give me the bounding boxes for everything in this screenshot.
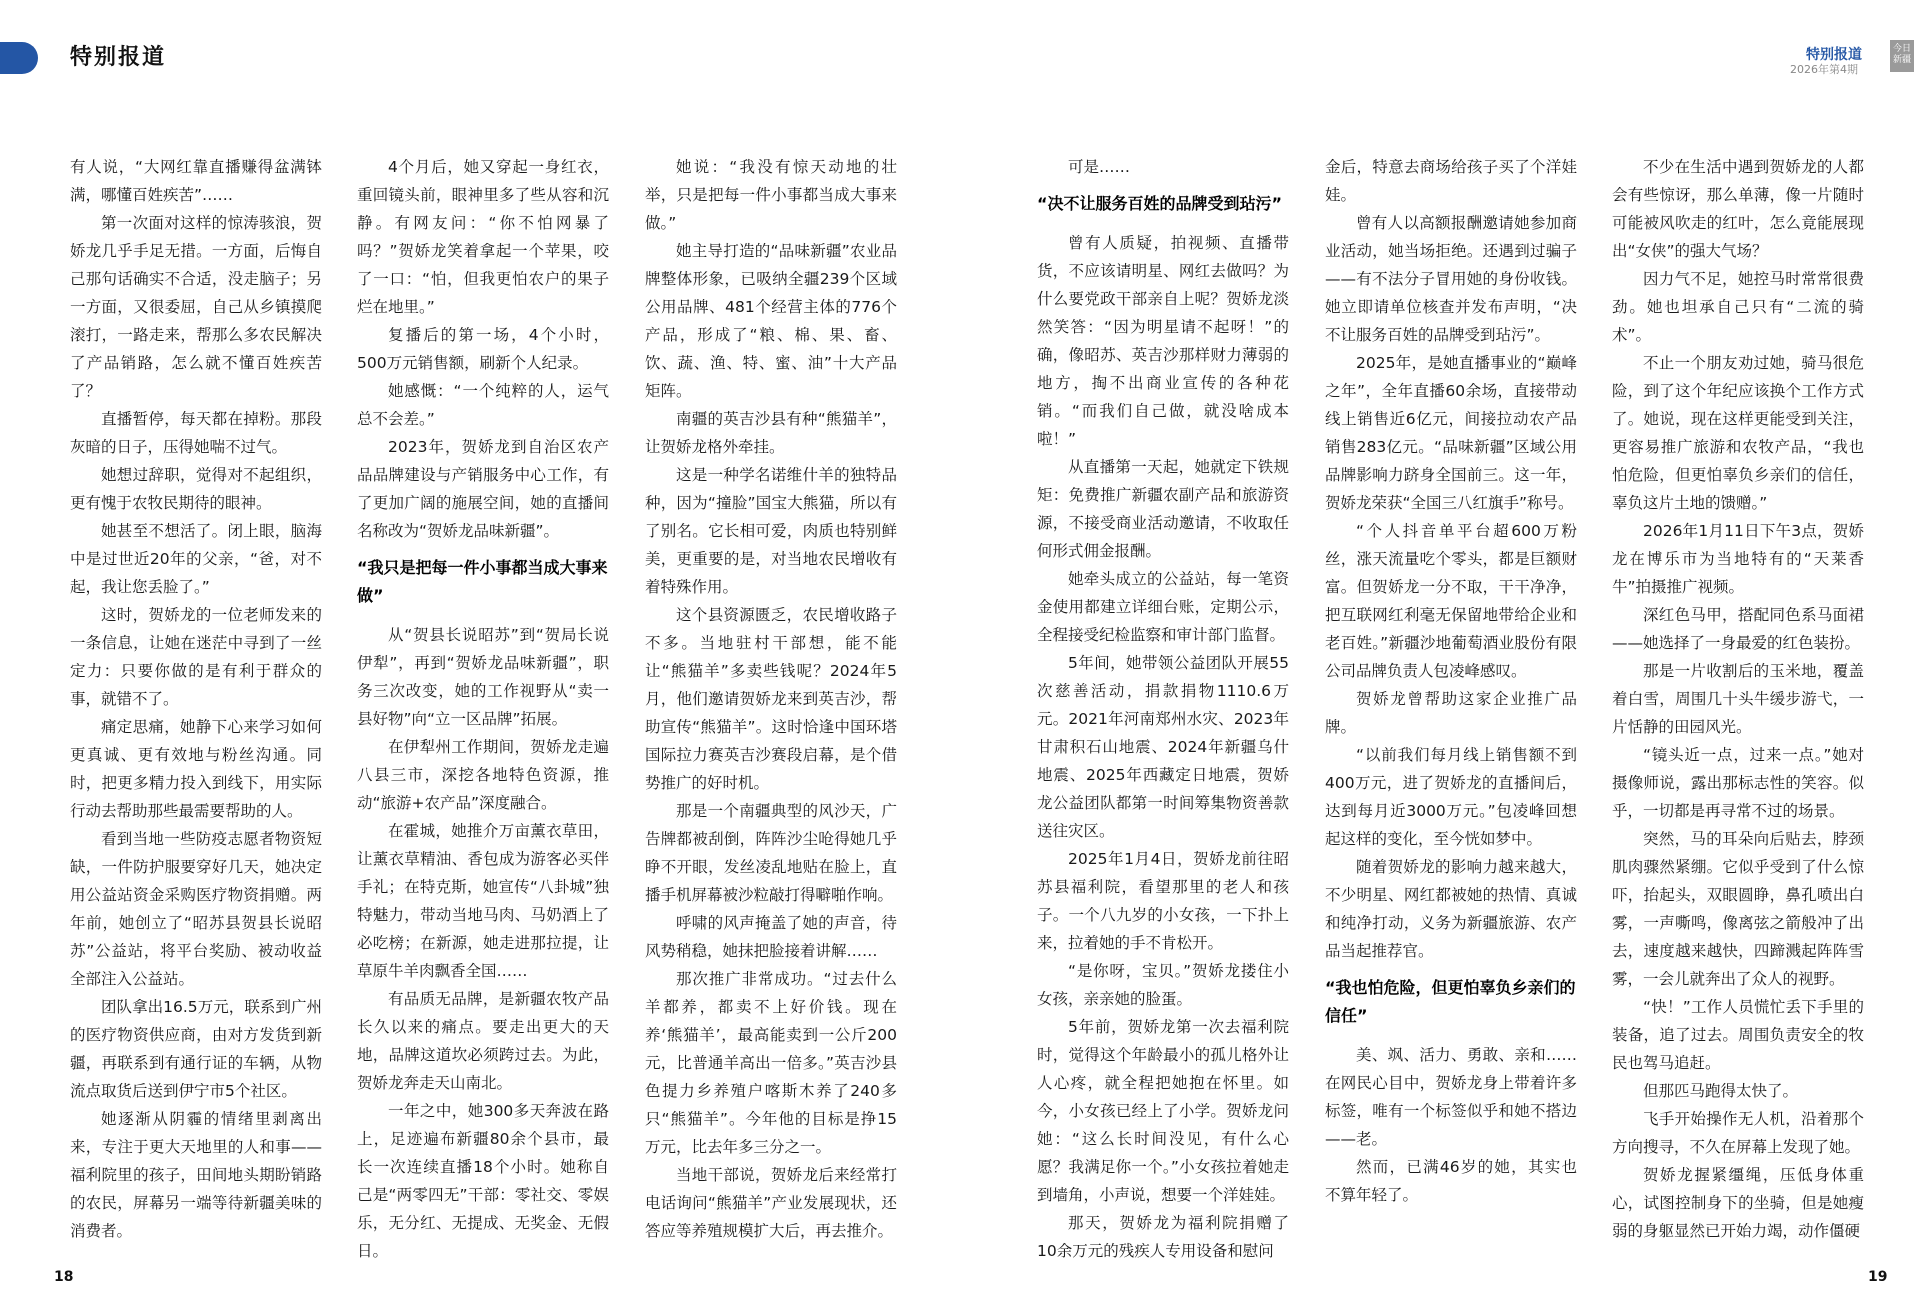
body-paragraph: 那次推广非常成功。“过去什么羊都养，都卖不上好价钱。现在养‘熊猫羊’，最高能卖到一公斤200元，比普通羊高出一倍多。”英吉沙县色提力乡养殖户喀斯木养了240多只“熊猫羊”。今年他的目标是挣15万元，比去年多三分之一。 [645, 970, 897, 1156]
body-paragraph: 2023年，贺娇龙到自治区农产品品牌建设与产销服务中心工作，有了更加广阔的施展空间，她的直播间名称改为“贺娇龙品味新疆”。 [357, 438, 609, 540]
body-paragraph: 金后，特意去商场给孩子买了个洋娃娃。 [1325, 158, 1577, 204]
body-paragraph: 有人说，“大网红靠直播赚得盆满钵满，哪懂百姓疾苦”…… [70, 158, 322, 204]
section-heading: “我也怕危险，但更怕辜负乡亲们的信任” [1325, 978, 1576, 1025]
body-paragraph: 曾有人以高额报酬邀请她参加商业活动，她当场拒绝。还遇到过骗子——有不法分子冒用她的身份收钱。她立即请单位核查并发布声明，“决不让服务百姓的品牌受到玷污”。 [1325, 214, 1577, 344]
magazine-logo-text: 今日 新疆 [1892, 44, 1911, 65]
article-column-1 [70, 153, 322, 1263]
body-paragraph: 贺娇龙曾帮助这家企业推广品牌。 [1325, 690, 1577, 736]
body-paragraph: 她甚至不想活了。闭上眼，脑海中是过世近20年的父亲，“爸，对不起，我让您丢脸了。” [70, 522, 322, 596]
body-paragraph: 呼啸的风声掩盖了她的声音，待风势稍稳，她抹把脸接着讲解…… [645, 914, 897, 960]
body-paragraph: 5年前，贺娇龙第一次去福利院时，觉得这个年龄最小的孤儿格外让人心疼，就全程把她抱在怀里。如今，小女孩已经上了小学。贺娇龙问她：“这么长时间没见，有什么心愿？我满足你一个。”小女孩拉着她走到墙角，小声说，想要一个洋娃娃。 [1037, 1018, 1289, 1204]
body-paragraph: “个人抖音单平台超600万粉丝，涨天流量吃个零头，都是巨额财富。但贺娇龙一分不取，干干净净，把互联网红利毫无保留地带给企业和老百姓。”新疆沙地葡萄酒业股份有限公司品牌负责人包凌峰感叹。 [1325, 522, 1577, 680]
body-paragraph: 这时，贺娇龙的一位老师发来的一条信息，让她在迷茫中寻到了一丝定力：只要你做的是有利于群众的事，就错不了。 [70, 606, 322, 708]
body-paragraph: 她想过辞职，觉得对不起组织，更有愧于农牧民期待的眼神。 [70, 466, 322, 512]
body-paragraph: 2025年，是她直播事业的“巅峰之年”，全年直播60余场，直接带动线上销售近6亿元，间接拉动农产品销售283亿元。“品味新疆”区域公用品牌影响力跻身全国前三。这一年，贺娇龙荣获“全国三八红旗手”称号。 [1325, 354, 1577, 512]
body-paragraph: 复播后的第一场，4个小时，500万元销售额，刷新个人纪录。 [357, 326, 609, 372]
section-heading: “决不让服务百姓的品牌受到玷污” [1037, 194, 1283, 213]
body-paragraph: 贺娇龙握紧缰绳，压低身体重心，试图控制身下的坐骑，但是她瘦弱的身躯显然已开始力竭，动作僵硬 [1612, 1166, 1864, 1240]
section-color-tab [0, 42, 38, 74]
body-paragraph: 直播暂停，每天都在掉粉。那段灰暗的日子，压得她喘不过气。 [70, 410, 322, 456]
body-paragraph: 随着贺娇龙的影响力越来越大，不少明星、网红都被她的热情、真诚和纯净打动，义务为新疆旅游、农产品当起推荐官。 [1325, 858, 1577, 960]
body-paragraph: 在霍城，她推介万亩薰衣草田，让薰衣草精油、香包成为游客必买伴手礼；在特克斯，她宣传“八卦城”独特魅力，带动当地马肉、马奶酒上了必吃榜；在新源，她走进那拉提，让草原牛羊肉飘香全国…… [357, 822, 609, 980]
body-paragraph: 她逐渐从阴霾的情绪里剥离出来，专注于更大天地里的人和事——福利院里的孩子，田间地头期盼销路的农民，屏幕另一端等待新疆美味的消费者。 [70, 1110, 322, 1240]
body-paragraph: 可是…… [1068, 158, 1131, 176]
body-paragraph: 在伊犁州工作期间，贺娇龙走遍八县三市，深挖各地特色资源，推动“旅游+农产品”深度融合。 [357, 738, 609, 812]
section-heading: “我只是把每一件小事都当成大事来做” [357, 558, 608, 605]
body-paragraph: 飞手开始操作无人机，沿着那个方向搜寻，不久在屏幕上发现了她。 [1612, 1110, 1864, 1156]
body-paragraph: 突然，马的耳朵向后贴去，脖颈肌肉骤然紧绷。它似乎受到了什么惊吓，抬起头，双眼圆睁，鼻孔喷出白雾，一声嘶鸣，像离弦之箭般冲了出去，速度越来越快，四蹄溅起阵阵雪雾，一会儿就奔出了众人的视野。 [1612, 830, 1864, 988]
body-paragraph: 一年之中，她300多天奔波在路上，足迹遍布新疆80余个县市，最长一次连续直播18个小时。她称自己是“两零四无”干部：零社交、零娱乐，无分红、无提成、无奖金、无假日。 [357, 1102, 609, 1260]
page-number-right: 19 [1868, 1269, 1888, 1285]
body-paragraph: 她感慨：“一个纯粹的人，运气总不会差。” [357, 382, 609, 428]
body-paragraph: 第一次面对这样的惊涛骇浪，贺娇龙几乎手足无措。一方面，后悔自己那句话确实不合适，没走脑子；另一方面，又很委屈，自己从乡镇摸爬滚打，一路走来，帮那么多农民解决了产品销路，怎么就不懂百姓疾苦了？ [70, 214, 322, 400]
running-header-issue: 2026年第4期 [1790, 63, 1858, 76]
body-paragraph: 不止一个朋友劝过她，骑马很危险，到了这个年纪应该换个工作方式了。她说，现在这样更能受到关注，更容易推广旅游和农牧产品，“我也怕危险，但更怕辜负乡亲们的信任，辜负这片土地的馈赠。” [1612, 354, 1864, 512]
article-column-3 [645, 153, 897, 1263]
body-paragraph: “是你呀，宝贝。”贺娇龙搂住小女孩，亲亲她的脸蛋。 [1037, 962, 1289, 1008]
body-paragraph: 痛定思痛，她静下心来学习如何更真诚、更有效地与粉丝沟通。同时，把更多精力投入到线下，用实际行动去帮助那些最需要帮助的人。 [70, 718, 322, 820]
body-paragraph: 这是一种学名诺维什羊的独特品种，因为“撞脸”国宝大熊猫，所以有了别名。它长相可爱，肉质也特别鲜美，更重要的是，对当地农民增收有着特殊作用。 [645, 466, 897, 596]
running-header-title: 特别报道 [1806, 47, 1862, 63]
body-paragraph: “镜头近一点，过来一点。”她对摄像师说，露出那标志性的笑容。似乎，一切都是再寻常不过的场景。 [1612, 746, 1864, 820]
body-paragraph: 然而，已满46岁的她，其实也不算年轻了。 [1325, 1158, 1577, 1204]
body-paragraph: 看到当地一些防疫志愿者物资短缺，一件防护服要穿好几天，她决定用公益站资金采购医疗物资捐赠。两年前，她创立了“昭苏县贺县长说昭苏”公益站，将平台奖励、被动收益全部注入公益站。 [70, 830, 322, 988]
page-number-left: 18 [54, 1269, 74, 1285]
article-column-4 [1037, 153, 1289, 1263]
magazine-logo-badge [1890, 40, 1914, 72]
section-label: 特别报道 [70, 45, 167, 70]
body-paragraph: 4个月后，她又穿起一身红衣，重回镜头前，眼神里多了些从容和沉静。有网友问：“你不怕网暴了吗？”贺娇龙笑着拿起一个苹果，咬了一口：“怕，但我更怕农户的果子烂在地里。” [357, 158, 609, 316]
body-paragraph: “快！”工作人员慌忙丢下手里的装备，追了过去。周围负责安全的牧民也驾马追赶。 [1612, 998, 1864, 1072]
body-paragraph: 2026年1月11日下午3点，贺娇龙在博乐市为当地特有的“天莱香牛”拍摄推广视频。 [1612, 522, 1864, 596]
body-paragraph: 那是一片收割后的玉米地，覆盖着白雪，周围几十头牛缓步游弋，一片恬静的田园风光。 [1612, 662, 1864, 736]
body-paragraph: 但那匹马跑得太快了。 [1643, 1082, 1799, 1100]
body-paragraph: 她主导打造的“品味新疆”农业品牌整体形象，已吸纳全疆239个区域公用品牌、481个经营主体的776个产品，形成了“粮、棉、果、畜、饮、蔬、渔、特、蜜、油”十大产品矩阵。 [645, 242, 897, 400]
article-column-2 [357, 153, 609, 1263]
body-paragraph: 从“贺县长说昭苏”到“贺局长说伊犁”，再到“贺娇龙品味新疆”，职务三次改变，她的工作视野从“卖一县好物”向“立一区品牌”拓展。 [357, 626, 609, 728]
body-paragraph: 不少在生活中遇到贺娇龙的人都会有些惊讶，那么单薄，像一片随时可能被风吹走的红叶，怎么竟能展现出“女侠”的强大气场？ [1612, 158, 1864, 260]
body-paragraph: 那是一个南疆典型的风沙天，广告牌都被刮倒，阵阵沙尘呛得她几乎睁不开眼，发丝凌乱地贴在脸上，直播手机屏幕被沙粒敲打得噼啪作响。 [645, 802, 897, 904]
body-paragraph: “以前我们每月线上销售额不到400万元，进了贺娇龙的直播间后，达到每月近3000万元。”包凌峰回想起这样的变化，至今恍如梦中。 [1325, 746, 1577, 848]
body-paragraph: 深红色马甲，搭配同色系马面裙——她选择了一身最爱的红色装扮。 [1612, 606, 1864, 652]
body-paragraph: 5年间，她带领公益团队开展55次慈善活动，捐款捐物1110.6万元。2021年河南郑州水灾、2023年甘肃积石山地震、2024年新疆乌什地震、2025年西藏定日地震，贺娇龙公益团队都第一时间筹集物资善款送往灾区。 [1037, 654, 1289, 840]
body-paragraph: 她说：“我没有惊天动地的壮举，只是把每一件小事都当成大事来做。” [645, 158, 897, 232]
body-paragraph: 当地干部说，贺娇龙后来经常打电话询问“熊猫羊”产业发展现状，还答应等养殖规模扩大后，再去推介。 [645, 1166, 897, 1240]
article-column-6 [1612, 153, 1864, 1263]
body-paragraph: 有品质无品牌，是新疆农牧产品长久以来的痛点。要走出更大的天地，品牌这道坎必须跨过去。为此，贺娇龙奔走天山南北。 [357, 990, 609, 1092]
body-paragraph: 因力气不足，她控马时常常很费劲。她也坦承自己只有“二流的骑术”。 [1612, 270, 1864, 344]
body-paragraph: 她牵头成立的公益站，每一笔资金使用都建立详细台账，定期公示，全程接受纪检监察和审计部门监督。 [1037, 570, 1289, 644]
body-paragraph: 2025年1月4日，贺娇龙前往昭苏县福利院，看望那里的老人和孩子。一个八九岁的小女孩，一下扑上来，拉着她的手不肯松开。 [1037, 850, 1289, 952]
body-paragraph: 南疆的英吉沙县有种“熊猫羊”，让贺娇龙格外牵挂。 [645, 410, 897, 456]
body-paragraph: 那天，贺娇龙为福利院捐赠了10余万元的残疾人专用设备和慰问 [1037, 1214, 1289, 1260]
body-paragraph: 团队拿出16.5万元，联系到广州的医疗物资供应商，由对方发货到新疆，再联系到有通行证的车辆，从物流点取货后送到伊宁市5个社区。 [70, 998, 322, 1100]
body-paragraph: 这个县资源匮乏，农民增收路子不多。当地驻村干部想，能不能让“熊猫羊”多卖些钱呢？2024年5月，他们邀请贺娇龙来到英吉沙，帮助宣传“熊猫羊”。这时恰逢中国环塔国际拉力赛英吉沙赛段启幕，是个借势推广的好时机。 [645, 606, 897, 792]
body-paragraph: 从直播第一天起，她就定下铁规矩：免费推广新疆农副产品和旅游资源，不接受商业活动邀请，不收取任何形式佣金报酬。 [1037, 458, 1289, 560]
body-paragraph: 曾有人质疑，拍视频、直播带货，不应该请明星、网红去做吗？为什么要党政干部亲自上呢？贺娇龙淡然笑答：“因为明星请不起呀！”的确，像昭苏、英吉沙那样财力薄弱的地方，掏不出商业宣传的各种花销。“而我们自己做，就没啥成本啦！” [1037, 234, 1289, 448]
article-column-5 [1325, 153, 1577, 1263]
body-paragraph: 美、飒、活力、勇敢、亲和……在网民心目中，贺娇龙身上带着许多标签，唯有一个标签似乎和她不搭边——老。 [1325, 1046, 1577, 1148]
